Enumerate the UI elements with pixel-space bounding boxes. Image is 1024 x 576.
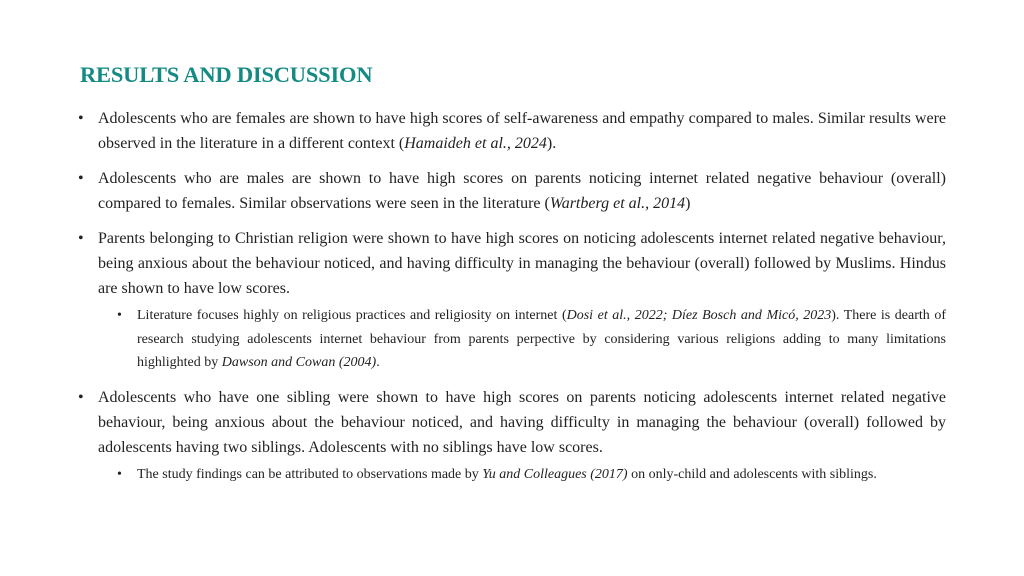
point-1-end: ). [546, 135, 557, 152]
bullet-point-1 [74, 106, 946, 156]
sub-point-3a-end: . [376, 355, 380, 370]
point-2-end: ) [685, 195, 691, 212]
bullet-icon: • [78, 388, 84, 406]
citation-dawson-cowan: Dawson and Cowan (2004) [221, 355, 377, 370]
bullet-point-3 [74, 226, 946, 375]
sub-point-3a-text: Literature focuses highly on religious practices and religiosity on internet ( [137, 308, 567, 323]
bullet-list [74, 106, 946, 486]
citation-yu-colleagues: Yu and Colleagues (2017) [482, 466, 628, 482]
citation-hamaideh: Hamaideh et al., 2024 [404, 135, 547, 152]
point-3-text: Parents belonging to Christian religion were shown to have high scores on noticing adolescents internet related negative behaviour, being anxious about the behaviour noticed, and having difficulty in managing the behaviour (overall) followed by Muslims. Hindus are shown to have low scores. [98, 230, 946, 297]
sub-point-4a-end: on only-child and adolescents with siblings. [627, 466, 877, 482]
sub-bullet-list [98, 304, 946, 375]
bullet-icon: • [78, 170, 84, 187]
sub-bullet-point-4a [98, 463, 946, 487]
point-1-text: Adolescents who are females are shown to have high scores of self-awareness and empathy compared to males. Similar results were observed in the literature in a different context ( [98, 110, 946, 152]
point-2-text: Adolescents who are males are shown to have high scores on parents noticing internet related negative behaviour (overall) compared to females. Similar observations were seen in the literature ( [98, 170, 946, 212]
sub-point-4a-text: The study findings can be attributed to observations made by [137, 466, 483, 482]
citation-dosi-diez-bosch: Dosi et al., 2022; Díez Bosch and Micó, 2023 [566, 308, 832, 323]
bullet-icon: • [78, 230, 84, 247]
sub-bullet-icon: • [117, 308, 122, 323]
bullet-point-4 [74, 385, 946, 487]
point-4-text: Adolescents who have one sibling were shown to have high scores on parents noticing adolescents internet related negative behaviour, being anxious about the behaviour noticed, and having difficulty in managing the behaviour (overall) followed by adolescents having two siblings. Adolescents with no siblings have low scores. [98, 388, 946, 456]
bullet-point-2 [74, 166, 946, 216]
sub-point-3a-middle: ). There is dearth of research studying adolescents internet behaviour from parents perpective by considering various religions adding to many limitations highlighted by [137, 308, 946, 370]
sub-bullet-list [98, 463, 946, 487]
sub-bullet-icon: • [117, 466, 122, 482]
slide-content [74, 106, 946, 496]
sub-bullet-point-3a [98, 304, 946, 375]
slide-title: RESULTS AND DISCUSSION [80, 62, 373, 87]
bullet-icon: • [78, 110, 84, 127]
citation-wartberg: Wartberg et al., 2014 [549, 195, 686, 212]
